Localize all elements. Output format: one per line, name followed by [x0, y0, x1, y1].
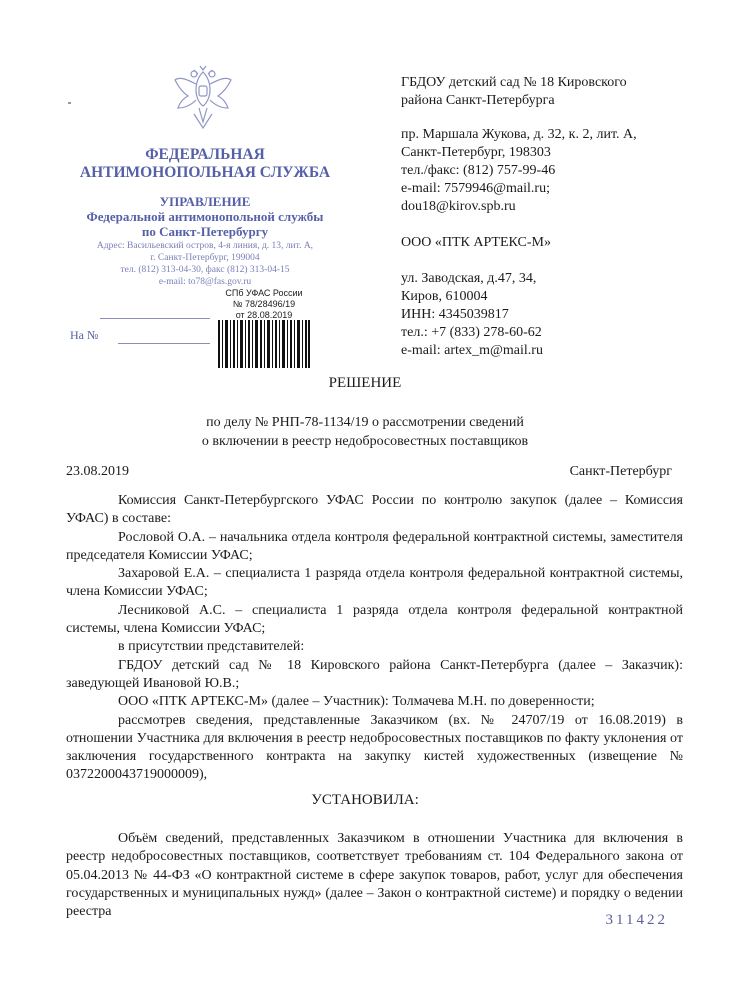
body-paragraph: Лесниковой А.С. – специалиста 1 разряда отдела контроля федеральной контрактной системы, члена Комиссии УФАС; [66, 602, 683, 637]
recipient-line: ООО «ПТК АРТЕКС-М» [401, 235, 551, 250]
document-date: 23.08.2019 [66, 464, 129, 479]
reg-line: № 78/28496/19 [232, 299, 296, 309]
recipient-line: e-mail: artex_m@mail.ru [401, 343, 543, 358]
agency-addr-line: Адрес: Васильевский остров, 4-я линия, д. 13, лит. А, [96, 241, 314, 251]
recipient-line: тел./факс: (812) 757-99-46 [401, 163, 556, 178]
body-paragraph: ООО «ПТК АРТЕКС-М» (далее – Участник): Толмачева М.Н. по доверенности; [118, 694, 595, 710]
agency-addr-line: e-mail: to78@fas.gov.ru [158, 277, 252, 287]
section-heading-established: УСТАНОВИЛА: [311, 792, 419, 808]
recipient-line: тел.: +7 (833) 278-60-62 [401, 325, 542, 340]
agency-addr-line: г. Санкт-Петербург, 199004 [150, 253, 260, 263]
coat-of-arms-icon [172, 62, 234, 134]
agency-address [60, 240, 350, 288]
body-paragraph: в присутствии представителей: [118, 639, 305, 655]
body-paragraph: Рословой О.А. – начальника отдела контроля федеральной контрактной системы, заместителя председателя Комиссии УФАС; [66, 529, 683, 563]
reg-line: СПб УФАС России [225, 288, 303, 298]
agency-name [60, 146, 350, 182]
agency-sub-line: по Санкт-Петербургу [141, 224, 269, 239]
commission-body [66, 492, 683, 785]
recipient-line: ИНН: 4345039817 [401, 307, 509, 322]
recipient-line: ГБДОУ детский сад № 18 Кировского [401, 75, 627, 90]
document-subtitle [150, 413, 580, 451]
reg-line: от 28.08.2019 [235, 310, 293, 320]
body-paragraph: Объём сведений, представленных Заказчиком в отношении Участника для включения в реестр недобросовестных поставщиков, соответствует требованиям ст. 104 Федерального закона от 05.04.2013 № 44-ФЗ «О контрактной системе в сфере закупок товаров, работ, услуг для обеспечения государственных и муниципальных нужд» (далее – Закон о контрактной системе) и порядку о ведении реестра [66, 831, 683, 920]
recipient-customer-address [401, 126, 637, 216]
recipient-line: dou18@kirov.spb.ru [401, 199, 516, 214]
recipient-line: Санкт-Петербург, 198303 [401, 145, 551, 160]
document-city: Санкт-Петербург [569, 464, 672, 479]
recipient-customer-name [401, 74, 627, 110]
recipient-line: ул. Заводская, д.47, 34, [401, 271, 537, 286]
subtitle-line: по делу № РНП-78-1134/19 о рассмотрении сведений [206, 415, 524, 430]
recipient-line: e-mail: 7579946@mail.ru; [401, 181, 550, 196]
agency-name-line: АНТИМОНОПОЛЬНАЯ СЛУЖБА [79, 164, 331, 181]
body-paragraph: Комиссия Санкт-Петербургского УФАС России по контролю закупок (далее – Комиссия УФАС) в составе: [66, 493, 683, 527]
agency-addr-line: тел. (812) 313-04-30, факс (812) 313-04-15 [120, 265, 290, 275]
page-stamp-number: 311422 [605, 912, 668, 928]
recipient-line: пр. Маршала Жукова, д. 32, к. 2, лит. А, [401, 127, 637, 142]
recipient-participant-name [401, 234, 551, 252]
recipient-line: Киров, 610004 [401, 289, 488, 304]
scan-speck [68, 102, 71, 104]
recipient-line: района Санкт-Петербурга [401, 93, 555, 108]
barcode-icon [218, 320, 310, 368]
body-paragraph: рассмотрев сведения, представленные Заказчиком (вх. № 24707/19 от 16.08.2019) в отношении Участника для включения в реестр недобросовестных поставщиков по факту уклонения от заключения государственного контракта на закупку кистей художественных (извещение № 0372200043719000009), [66, 712, 683, 783]
findings-body [66, 830, 683, 921]
recipient-participant-address [401, 270, 543, 360]
outgoing-number-line [100, 318, 210, 319]
na-label: На № [70, 328, 99, 342]
document-title: РЕШЕНИЕ [328, 375, 402, 391]
agency-name-line: ФЕДЕРАЛЬНАЯ [145, 146, 265, 163]
agency-sub-line: УПРАВЛЕНИЕ [159, 194, 251, 209]
registration-stamp [214, 288, 314, 321]
na-number-line [118, 343, 210, 344]
agency-subdivision [60, 194, 350, 239]
body-paragraph: Захаровой Е.А. – специалиста 1 разряда отдела контроля федеральной контрактной системы, члена Комиссии УФАС; [66, 566, 683, 600]
agency-sub-line: Федеральной антимонопольной службы [86, 209, 324, 224]
subtitle-line: о включении в реестр недобросовестных поставщиков [201, 434, 529, 449]
body-paragraph: ГБДОУ детский сад № 18 Кировского района Санкт-Петербурга (далее – Заказчик): заведующей Ивановой Ю.В.; [66, 657, 683, 691]
